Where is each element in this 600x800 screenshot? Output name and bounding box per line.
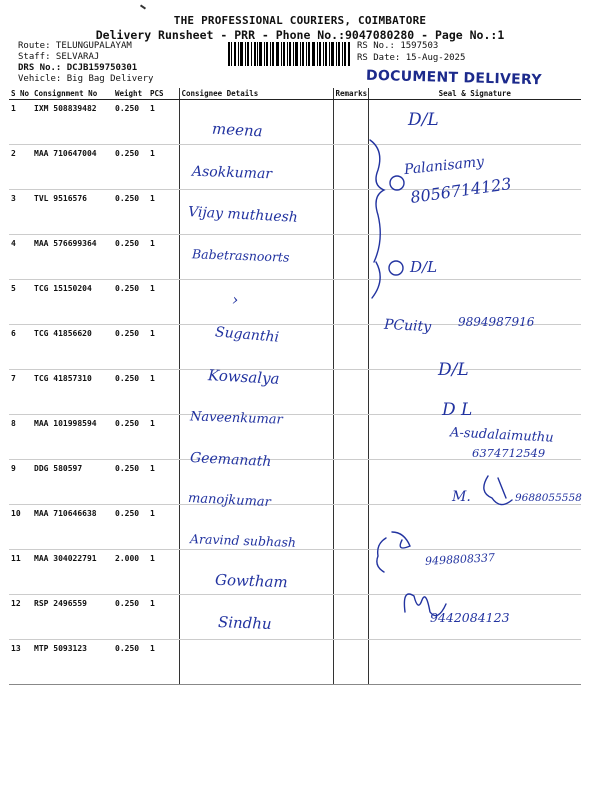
consignment-cell: TVL 9516576 [32,190,113,235]
consignment-cell: MTP 5093123 [32,640,113,685]
consignment-cell: DDG 580597 [32,460,113,505]
handwritten-phone: 9894987916 [458,315,535,329]
weight-cell: 0.250 [113,595,148,640]
weight-cell: 0.250 [113,460,148,505]
pcs-cell: 1 [148,460,179,505]
handwritten-consignee: Aravind subhash [189,531,297,550]
consignment-cell: IXM 508839482 [32,100,113,145]
handwritten-consignee: Asokkumar [191,163,273,183]
consignment-cell: MAA 710646638 [32,505,113,550]
sno-cell: 7 [9,370,32,415]
drs-label: DRS No.: DCJB159750301 [18,63,138,73]
handwritten-consignee: Geemanath [189,449,272,471]
pcs-cell: 1 [148,550,179,595]
handwritten-phone: 8056714123 [409,174,513,207]
handwritten-phone: 6374712549 [472,446,546,460]
handwritten-consignee: Babetrasnoorts [191,246,290,265]
weight-cell: 0.250 [113,235,148,280]
handwritten-consignee: Suganthi [214,324,280,346]
handwritten-consignee: Naveenkumar [189,409,284,428]
handwritten-signature: Palanisamy [403,153,485,179]
handwritten-signature: M. [452,489,471,505]
pcs-cell: 1 [148,145,179,190]
weight-cell: 0.250 [113,145,148,190]
pcs-cell: 1 [148,415,179,460]
consignment-cell: TCG 15150204 [32,280,113,325]
staff-label: Staff: SELVARAJ [18,52,100,62]
handwritten-phone: 9442084123 [430,610,510,625]
pcs-cell: 1 [148,235,179,280]
handwritten-signature: D L [442,400,473,420]
consignment-cell: TCG 41857310 [32,370,113,415]
route-label: Route: TELUNGUPALAYAM [18,41,132,51]
weight-cell: 0.250 [113,370,148,415]
sno-cell: 8 [9,415,32,460]
handwritten-consignee: Gowtham [214,570,289,592]
consignment-cell: MAA 576699364 [32,235,113,280]
sno-cell: 3 [9,190,32,235]
pcs-cell: 1 [148,505,179,550]
col-sno: S No [9,88,32,100]
sno-cell: 12 [9,595,32,640]
sno-cell: 5 [9,280,32,325]
weight-cell: 0.250 [113,415,148,460]
weight-cell: 0.250 [113,325,148,370]
sno-cell: 4 [9,235,32,280]
handwritten-signature: D/L [410,258,438,276]
handwritten-phone: 9498808337 [424,551,496,568]
handwritten-consignee: manojkumar [187,490,272,511]
sno-cell: 9 [9,460,32,505]
sno-cell: 2 [9,145,32,190]
rs-number: RS No.: 1597503 [357,41,439,51]
runsheet-subtitle: Delivery Runsheet - PRR - Phone No.:9047080280 - Page No.:1 [95,28,505,42]
company-title: THE PROFESSIONAL COURIERS, COIMBATORE [173,14,427,27]
handwritten-consignee: meena [211,119,264,141]
handwritten-signature: D/L [438,360,469,380]
handwritten-mark: › [232,290,239,309]
pcs-cell: 1 [148,100,179,145]
handwritten-consignee: Kowsalya [207,366,280,388]
consignment-cell: MAA 304022791 [32,550,113,595]
rs-date: RS Date: 15-Aug-2025 [357,53,466,63]
pcs-cell: 1 [148,190,179,235]
col-consignment-no: Consignment No [32,88,113,100]
document-delivery-stamp: DOCUMENT DELIVERY [365,67,542,89]
handwritten-signature: A-sudalaimuthu [449,425,554,446]
handwritten-signature: PCuity [383,316,432,336]
weight-cell: 0.250 [113,640,148,685]
pcs-cell: 1 [148,370,179,415]
consignment-cell: RSP 2496559 [32,595,113,640]
vehicle-label: Vehicle: Big Bag Delivery [18,74,154,84]
col-consignee-details: Consignee Details [179,88,333,100]
col-seal-signature: Seal & Signature [368,88,581,100]
sno-cell: 1 [9,100,32,145]
col-pcs: PCS [148,88,179,100]
consignment-cell: TCG 41856620 [32,325,113,370]
weight-cell: 2.000 [113,550,148,595]
pcs-cell: 1 [148,325,179,370]
sno-cell: 13 [9,640,32,685]
sno-cell: 11 [9,550,32,595]
pcs-cell: 1 [148,280,179,325]
weight-cell: 0.250 [113,505,148,550]
weight-cell: 0.250 [113,280,148,325]
col-remarks: Remarks [333,88,368,100]
consignment-cell: MAA 101998594 [32,415,113,460]
consignment-cell: MAA 710647004 [32,145,113,190]
pcs-cell: 1 [148,640,179,685]
handwritten-consignee: Sindhu [217,613,272,633]
handwritten-signature: D/L [408,110,439,130]
sno-cell: 6 [9,325,32,370]
weight-cell: 0.250 [113,190,148,235]
handwritten-phone: 9688055558 [515,492,582,504]
handwritten-consignee: Vijay muthuesh [187,204,299,226]
sno-cell: 10 [9,505,32,550]
pcs-cell: 1 [148,595,179,640]
col-weight: Weight [113,88,148,100]
weight-cell: 0.250 [113,100,148,145]
